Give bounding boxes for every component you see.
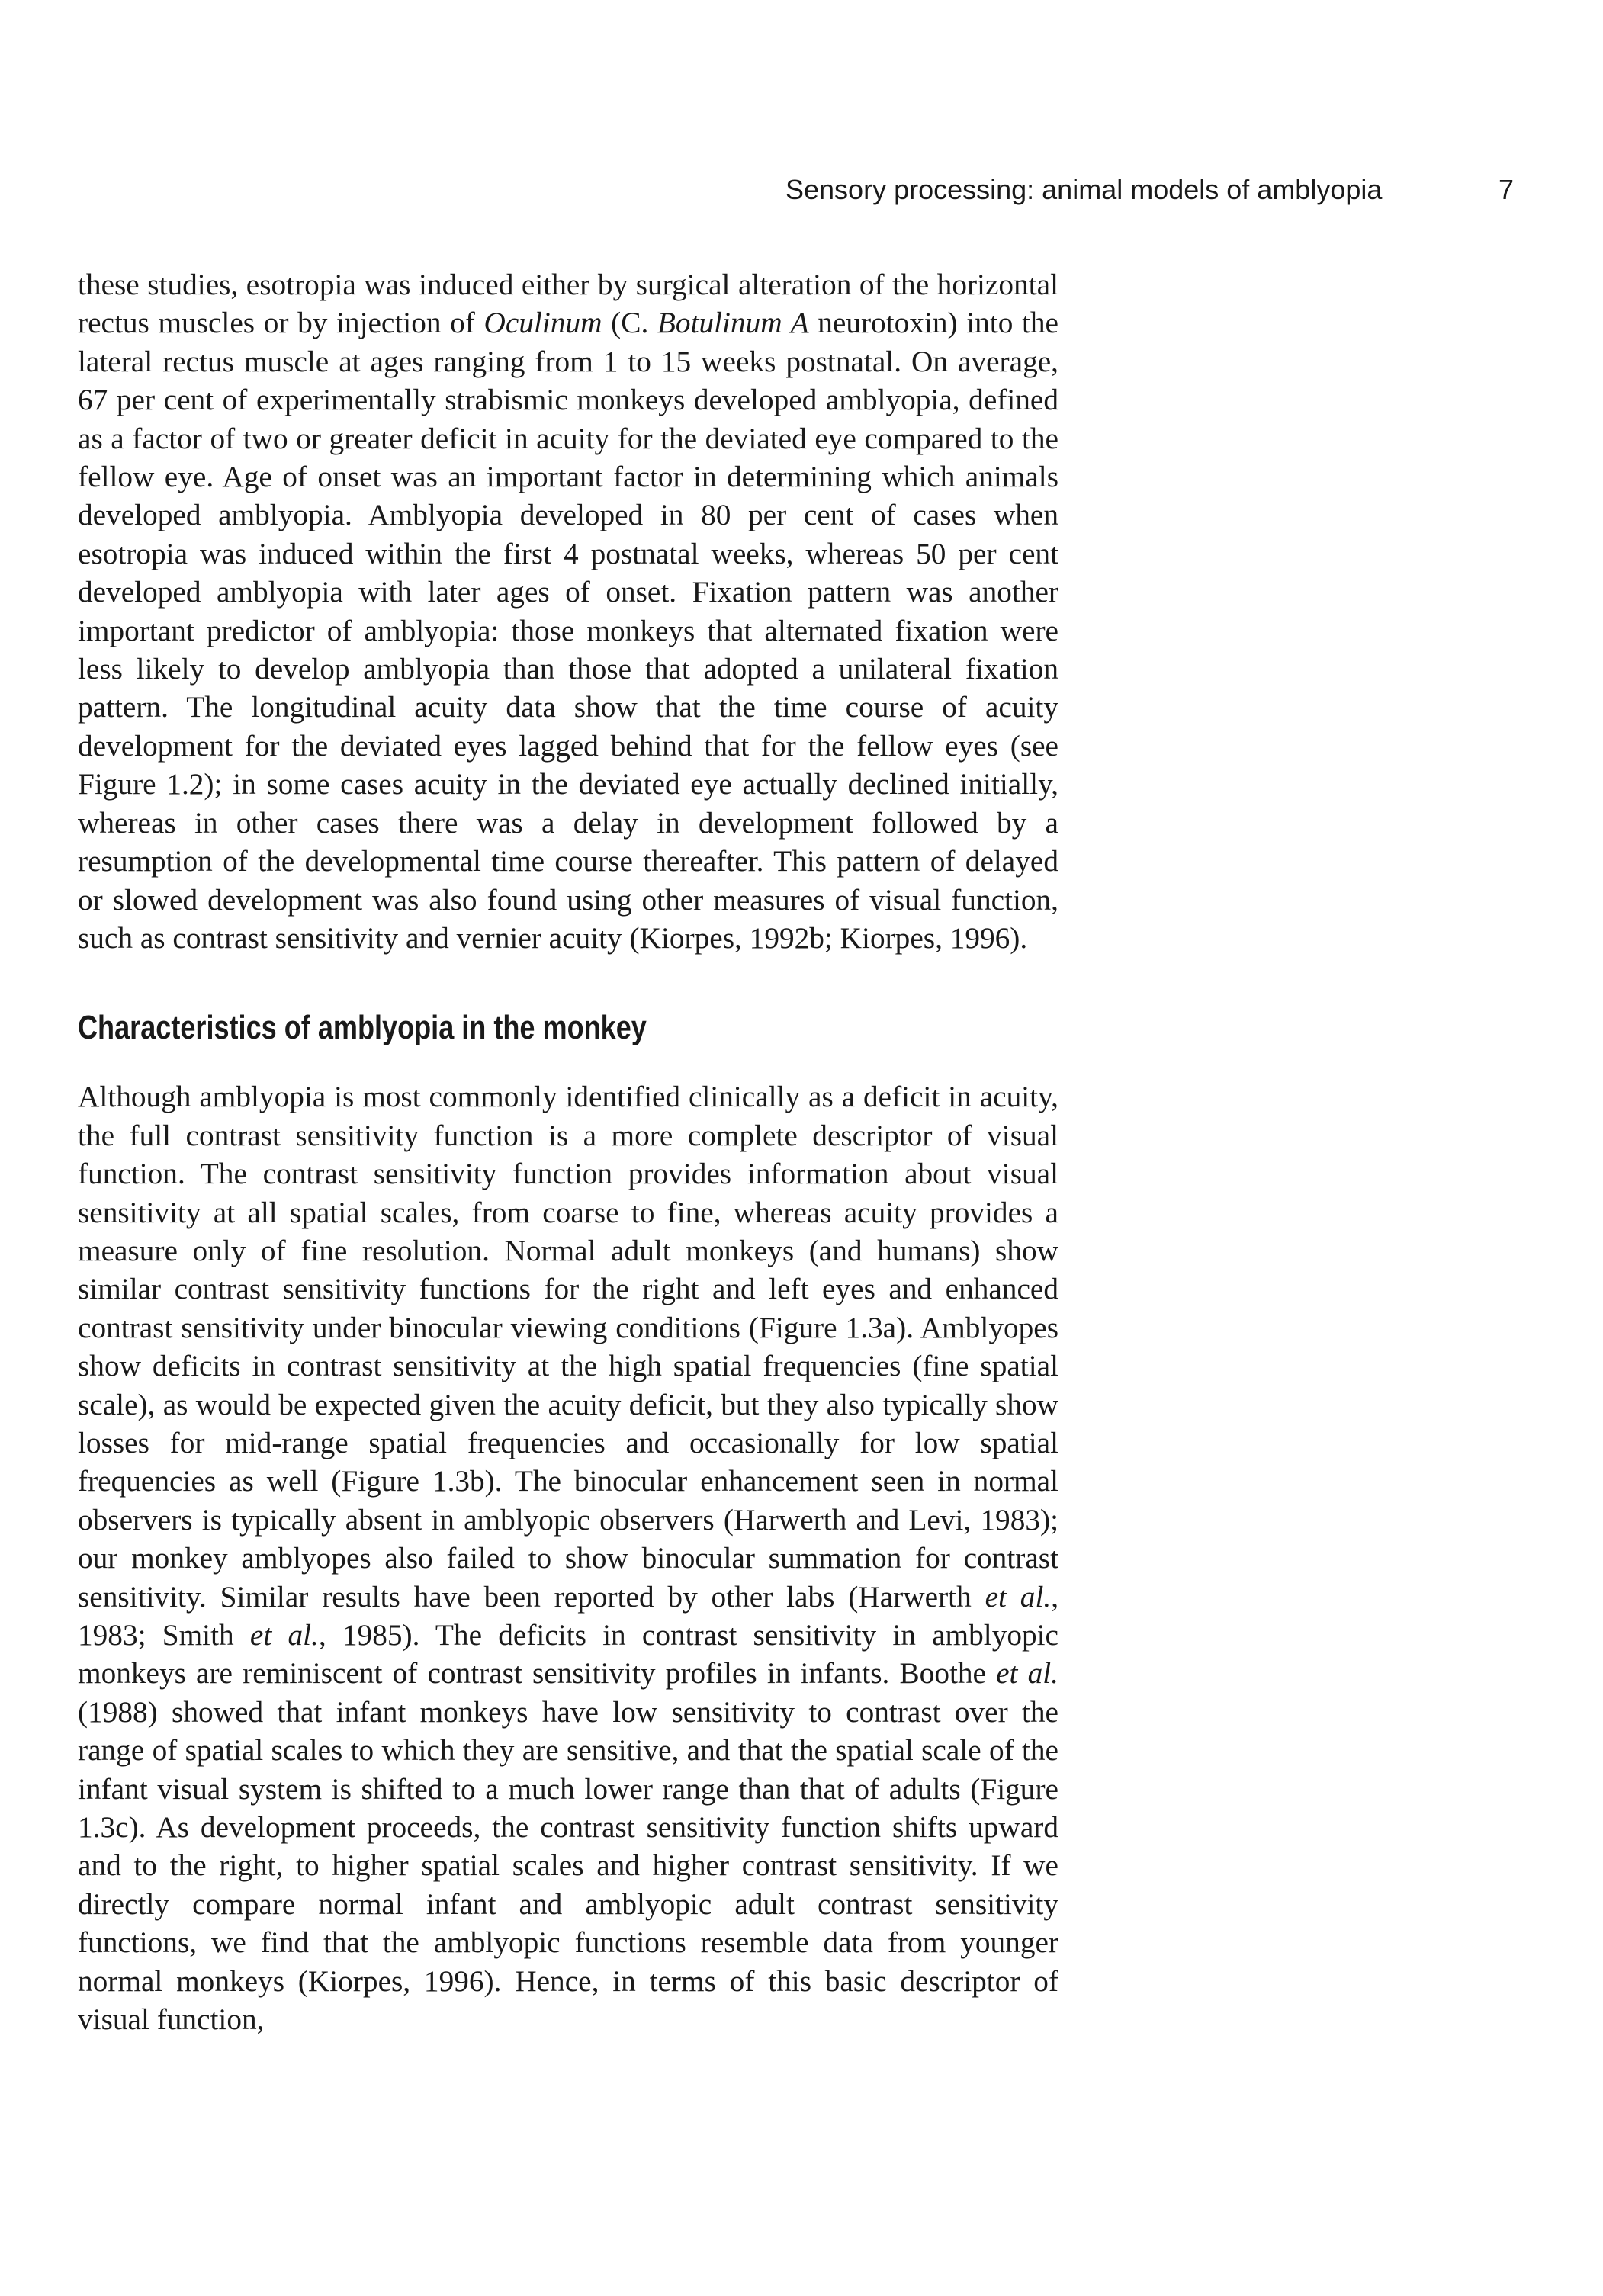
paragraph-contrast-sensitivity <box>78 1077 1058 2038</box>
italic-term-botulinum: Botulinum A <box>657 306 809 340</box>
text-run: (C. <box>602 306 657 340</box>
text-run: (1988) showed that infant monkeys have low sensitivity to contrast over the range of spatial scales to which they are sensitive, and that the spatial scale of the infant visual system is shifted to a much lower range than that of adults (Figure 1.3c). As development proceeds, the contrast sensitivity function shifts upward and to the right, to higher spatial scales and higher contrast sensitivity. If we directly compare normal infant and amblyopic adult contrast sensitivity functions, we find that the amblyopic functions resemble data from younger normal monkeys (Kiorpes, 1996). Hence, in terms of this basic descriptor of visual function, <box>78 1694 1058 2037</box>
italic-term-oculinum: Oculinum <box>483 306 602 340</box>
running-head-title: Sensory processing: animal models of amblyopia <box>785 174 1383 205</box>
italic-citation-et-al: et al. <box>985 1579 1052 1614</box>
italic-citation-et-al: et al. <box>996 1656 1058 1691</box>
text-run: Although amblyopia is most commonly identified clinically as a deficit in acuity, the full contrast sensitivity function is a more complete descriptor of visual function. The contrast sensitivity function provides information about visual sensitivity at all spatial scales, from coarse to fine, whereas acuity provides a measure only of fine resolution. Normal adult monkeys (and humans) show similar contrast sensitivity functions for the right and left eyes and enhanced contrast sensitivity under binocular viewing conditions (Figure 1.3a). Amblyopes show deficits in contrast sensitivity at the high spatial frequencies (fine spatial scale), as would be expected given the acuity deficit, but they also typically show losses for mid-range spatial frequencies and occasionally for low spatial frequencies as well (Figure 1.3b). The binocular enhancement seen in normal observers is typically absent in amblyopic observers (Harwerth and Levi, 1983); our monkey amblyopes also failed to show binocular summation for contrast sensitivity. Similar results have been reported by other labs (Harwerth <box>78 1080 1058 1614</box>
text-run: neurotoxin) into the lateral rectus muscle at ages ranging from 1 to 15 weeks postnatal. On average, 67 per cent of experimentally strabismic monkeys developed amblyopia, defined as a factor of two or greater deficit in acuity for the deviated eye compared to the fellow eye. Age of onset was an important factor in determining which animals developed amblyopia. Amblyopia developed in 80 per cent of cases when esotropia was induced within the first 4 postnatal weeks, whereas 50 per cent developed amblyopia with later ages of onset. Fixation pattern was another important predictor of amblyopia: those monkeys that alternated fixation were less likely to develop amblyopia than those that adopted a unilateral fixation pattern. The longitudinal acuity data show that the time course of acuity development for the deviated eyes lagged behind that for the fellow eyes (see Figure 1.2); in some cases acuity in the deviated eye actually declined initially, whereas in other cases there was a delay in development followed by a resumption of the developmental time course thereafter. This pattern of delayed or slowed development was also found using other measures of visual function, such as contrast sensitivity and vernier acuity (Kiorpes, 1992b; Kiorpes, 1996). <box>78 306 1058 955</box>
text-run: , 1985). The deficits in contrast sensitivity in amblyopic monkeys are reminiscent of contrast sensitivity profiles in infants. Boothe <box>78 1618 1058 1691</box>
paragraph-esotropia-studies <box>78 265 1058 957</box>
page-number: 7 <box>1498 174 1514 205</box>
text-run: , 1983; Smith <box>78 1579 1059 1652</box>
section-heading: Characteristics of amblyopia in the monkey <box>78 1009 647 1047</box>
text-run: these studies, esotropia was induced either by surgical alteration of the horizontal rectus muscles or by injection of <box>78 268 1058 340</box>
body-text <box>78 265 1058 2038</box>
italic-citation-et-al: et al. <box>249 1618 319 1652</box>
